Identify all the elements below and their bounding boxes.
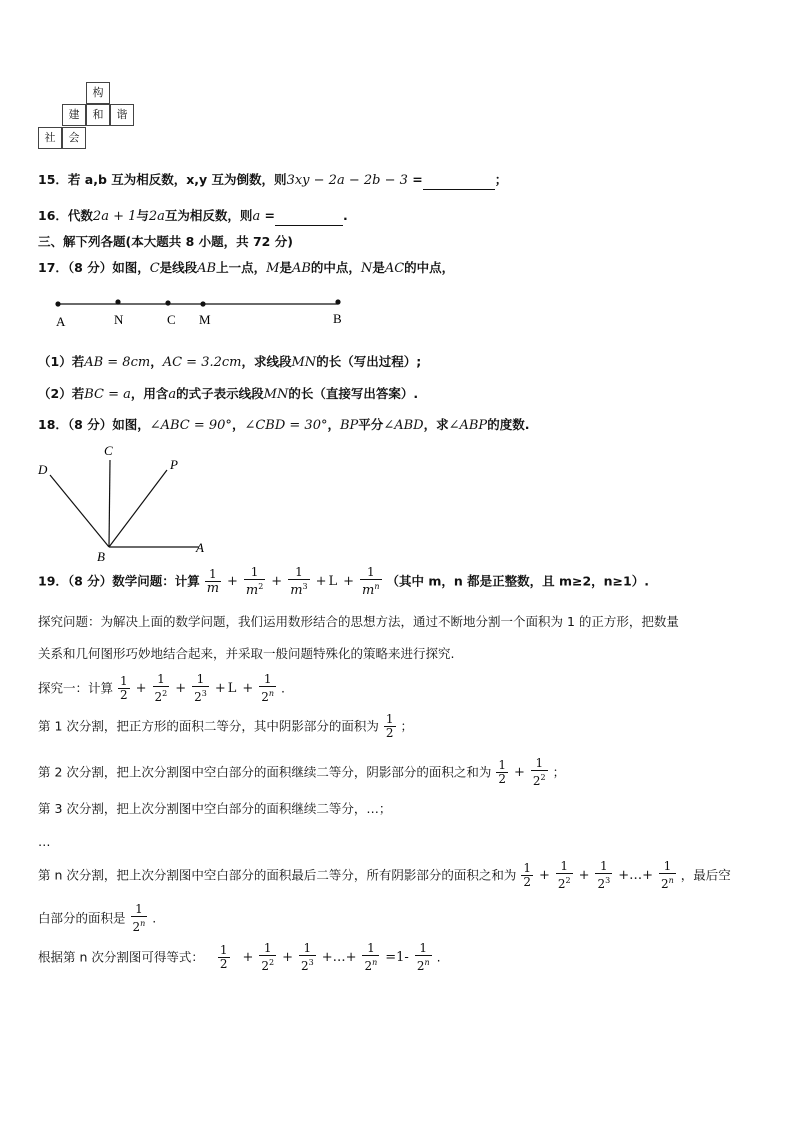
step-n-cont bbox=[38, 903, 156, 934]
math-expr: ∠ABC = 90° bbox=[149, 418, 232, 433]
point-label: A bbox=[56, 314, 66, 329]
math-op: L bbox=[328, 573, 338, 589]
step-1 bbox=[38, 713, 413, 740]
math-expr: ∠CBD = 30° bbox=[244, 418, 328, 433]
q17-text: 的中点， bbox=[310, 260, 361, 275]
fraction: $\frac{1}{2^3}$ bbox=[597, 859, 611, 891]
q18-text: ，求 bbox=[423, 417, 449, 432]
stepn-text: ，最后空 bbox=[680, 867, 731, 883]
conclude-end: . bbox=[436, 949, 441, 965]
math-var: MN bbox=[291, 355, 317, 370]
math-op: + bbox=[214, 680, 226, 696]
q16-end: . bbox=[343, 208, 348, 223]
math-var: a bbox=[168, 387, 177, 402]
ellipsis-line: … bbox=[38, 834, 51, 849]
math-var: N bbox=[360, 261, 373, 276]
question-18 bbox=[38, 416, 529, 435]
math-expr: AC = 3.2cm bbox=[162, 355, 242, 370]
fraction: $\frac{1}{2^n}$ bbox=[416, 941, 430, 973]
math-op: + bbox=[227, 573, 238, 589]
net-cell: 会 bbox=[62, 127, 86, 149]
math-op: + bbox=[343, 573, 355, 589]
fraction: $\frac{1}{2}$ bbox=[385, 712, 394, 740]
q15-eq: = bbox=[407, 172, 423, 187]
explore1-label: 探究一：计算 bbox=[38, 680, 114, 696]
q17-text: ，求线段 bbox=[241, 354, 292, 369]
fraction: $\frac{1}{2}$ bbox=[120, 674, 128, 702]
explore-text-2: 关系和几何图形巧妙地结合起来，并采取一般问题特殊化的策略来进行探究. bbox=[38, 646, 455, 661]
fraction: $\frac{1}{2}$ bbox=[219, 943, 228, 971]
net-cell: 构 bbox=[86, 82, 110, 104]
fraction: $\frac{1}{2^3}$ bbox=[300, 941, 314, 973]
step-3: 第 3 次分割，把上次分割图中空白部分的面积继续二等分，…； bbox=[38, 801, 392, 816]
math-var: BP bbox=[339, 418, 359, 433]
math-var: MN bbox=[263, 387, 289, 402]
q18-label: 18．（8 分）如图， bbox=[38, 417, 150, 432]
explore-1 bbox=[38, 673, 285, 704]
q17-text: 的中点， bbox=[404, 260, 455, 275]
math-op: + bbox=[578, 867, 590, 883]
point-label: P bbox=[170, 457, 178, 472]
math-expr: BC = a bbox=[84, 387, 131, 402]
angle-figure bbox=[34, 440, 224, 565]
q17-part-2 bbox=[38, 385, 418, 404]
math-var: AC bbox=[384, 261, 405, 276]
net-cell: 建 bbox=[62, 104, 86, 126]
q17-text: 是 bbox=[279, 260, 292, 275]
q17-text: （1）若 bbox=[38, 354, 85, 369]
fraction: $\frac{1}{m^n}$ bbox=[362, 565, 380, 598]
q19-condition: （其中 m，n 都是正整数，且 m≥2，n≥1）. bbox=[386, 573, 649, 589]
point-label: C bbox=[167, 312, 176, 327]
fraction: $\frac{1}{2^n}$ bbox=[660, 859, 674, 891]
math-var: AB bbox=[197, 261, 217, 276]
math-op: + bbox=[271, 573, 283, 589]
point-label: D bbox=[38, 462, 48, 477]
math-op: L bbox=[227, 680, 237, 696]
q16-text-a: 代数 bbox=[67, 208, 93, 223]
math-op: . bbox=[281, 680, 286, 696]
math-var: AB bbox=[291, 261, 311, 276]
q17-part-1 bbox=[38, 353, 421, 372]
fraction: $\frac{1}{m}$ bbox=[206, 567, 220, 596]
stepn-end: . bbox=[152, 910, 157, 926]
q18-text: ， bbox=[327, 417, 340, 432]
fraction: $\frac{1}{2^n}$ bbox=[364, 941, 378, 973]
math-op: + bbox=[282, 949, 293, 965]
fraction: $\frac{1}{2^3}$ bbox=[194, 672, 207, 704]
question-17 bbox=[38, 259, 454, 278]
net-cell: 和 bbox=[86, 104, 110, 126]
fraction: $\frac{1}{2^n}$ bbox=[132, 902, 146, 934]
q17-text: 的式子表示线段 bbox=[176, 386, 264, 401]
point-label: N bbox=[114, 312, 124, 327]
segment-figure bbox=[40, 290, 360, 332]
q17-text: （2）若 bbox=[38, 386, 85, 401]
step1-end: ； bbox=[400, 718, 414, 734]
conclude-text: 根据第 n 次分割图可得等式： bbox=[38, 949, 204, 965]
fraction: $\frac{1}{2^2}$ bbox=[154, 672, 168, 704]
conclusion bbox=[38, 942, 441, 973]
q15-expr: 3xy − 2a − 2b − 3 bbox=[286, 173, 408, 188]
math-op: + bbox=[175, 680, 187, 696]
q17-text: 的长（直接写出答案）. bbox=[288, 386, 419, 401]
q16-mid: 与 bbox=[136, 208, 149, 223]
fraction: $\frac{1}{2^2}$ bbox=[557, 859, 571, 891]
q16-expr1: 2a + 1 bbox=[92, 209, 137, 224]
point-label: C bbox=[104, 443, 113, 458]
fraction: $\frac{1}{2}$ bbox=[498, 758, 507, 786]
q17-text: ，用含 bbox=[130, 386, 169, 401]
explore-text-1: 探究问题：为解决上面的数学问题，我们运用数形结合的思想方法，通过不断地分割一个面积为 1 的正方形，把数量 bbox=[38, 614, 679, 629]
fraction: $\frac{1}{m^3}$ bbox=[290, 565, 308, 598]
step1-text: 第 1 次分割，把正方形的面积二等分，其中阴影部分的面积为 bbox=[38, 718, 379, 734]
math-op: =1- bbox=[385, 949, 409, 965]
net-cell: 社 bbox=[38, 127, 62, 149]
q15-text: 若 a,b 互为相反数，x,y 互为倒数，则 bbox=[67, 172, 287, 187]
point-label: M bbox=[199, 312, 211, 327]
math-op: + bbox=[315, 573, 327, 589]
point-label: A bbox=[196, 540, 204, 555]
q18-text: ， bbox=[231, 417, 245, 432]
question-16 bbox=[38, 207, 348, 226]
math-expr: ∠ABP bbox=[448, 418, 488, 433]
math-op: +…+ bbox=[321, 949, 357, 965]
fraction: $\frac{1}{2^n}$ bbox=[261, 672, 275, 704]
q16-var: a bbox=[252, 209, 261, 224]
math-var: M bbox=[266, 261, 280, 276]
q18-text: 的度数. bbox=[487, 417, 530, 432]
q16-expr2: 2a bbox=[148, 209, 165, 224]
question-15 bbox=[38, 171, 507, 190]
net-cell: 谐 bbox=[110, 104, 134, 126]
q17-text: ， bbox=[150, 354, 163, 369]
point-label: B bbox=[333, 311, 342, 326]
stepn-text: 白部分的面积是 bbox=[38, 910, 126, 926]
math-op: + bbox=[135, 680, 147, 696]
q16-text-b: 互为相反数，则 bbox=[164, 208, 253, 223]
math-op: + bbox=[538, 867, 550, 883]
q18-text: 平分 bbox=[358, 417, 384, 432]
fraction: $\frac{1}{2}$ bbox=[523, 861, 531, 889]
fraction: $\frac{1}{2^2}$ bbox=[261, 941, 275, 973]
math-op: + bbox=[514, 764, 525, 780]
math-op: + bbox=[242, 680, 254, 696]
fraction: $\frac{1}{2^2}$ bbox=[532, 756, 546, 788]
q16-label: 16． bbox=[38, 208, 68, 223]
step-2 bbox=[38, 757, 565, 788]
q17-text: 上一点， bbox=[216, 260, 267, 275]
math-var: C bbox=[149, 261, 160, 276]
step2-text: 第 2 次分割，把上次分割图中空白部分的面积继续二等分，阴影部分的面积之和为 bbox=[38, 764, 492, 780]
point-label: B bbox=[97, 549, 105, 564]
q15-label: 15． bbox=[38, 172, 68, 187]
section-title: 三、解下列各题(本大题共 8 小题，共 72 分) bbox=[38, 234, 293, 249]
math-expr: AB = 8cm bbox=[84, 355, 151, 370]
question-19 bbox=[38, 566, 649, 597]
math-op: +…+ bbox=[618, 867, 653, 883]
q17-text: 是线段 bbox=[159, 260, 198, 275]
stepn-text: 第 n 次分割，把上次分割图中空白部分的面积最后二等分，所有阴影部分的面积之和为 bbox=[38, 867, 517, 883]
answer-blank[interactable] bbox=[423, 189, 495, 190]
q16-eq: = bbox=[260, 208, 276, 223]
q15-end: ； bbox=[494, 172, 508, 187]
step2-end: ； bbox=[552, 764, 566, 780]
q17-text: 的长（写出过程）; bbox=[316, 354, 422, 369]
q19-label: 19．（8 分）数学问题：计算 bbox=[38, 573, 200, 589]
math-expr: ∠ABD bbox=[383, 418, 424, 433]
answer-blank[interactable] bbox=[275, 225, 343, 226]
math-op: + bbox=[242, 949, 254, 965]
q17-label: 17．（8 分）如图， bbox=[38, 260, 150, 275]
fraction: $\frac{1}{m^2}$ bbox=[245, 565, 264, 598]
step-n bbox=[38, 860, 731, 891]
q17-text: 是 bbox=[372, 260, 385, 275]
